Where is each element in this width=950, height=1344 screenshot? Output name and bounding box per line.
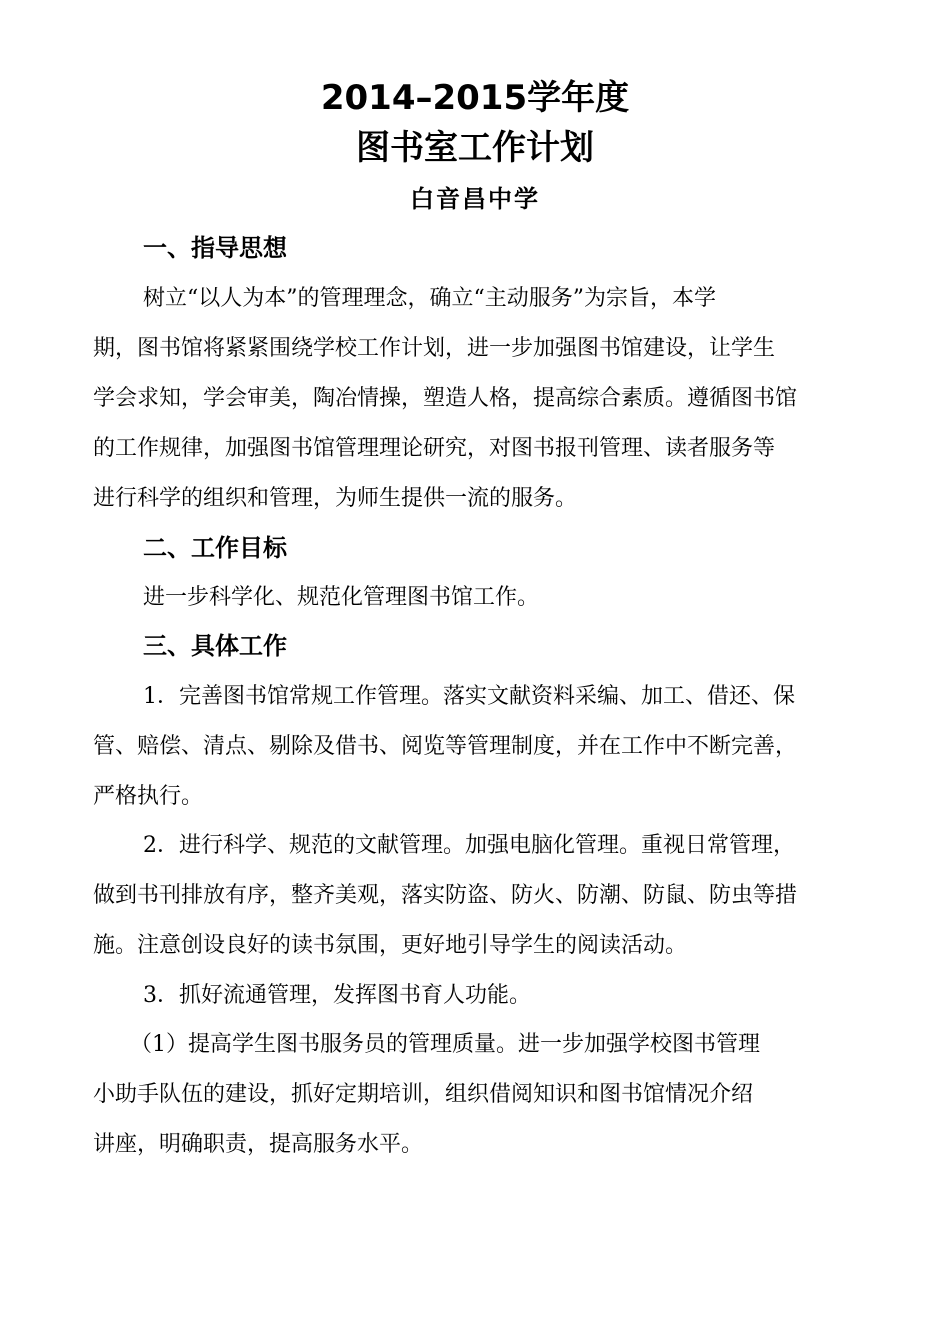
section-heading-goal: 二、工作目标 [143,534,287,562]
paragraph-line: 进一步科学化、规范化管理图书馆工作。 [143,585,540,610]
paragraph-line: 学会求知，学会审美，陶冶情操，塑造人格，提高综合素质。遵循图书馆 [93,386,798,411]
paragraph-line: 树立“以人为本”的管理理念，确立“主动服务”为宗旨，本学 [143,286,716,311]
work-item-3-line: 3．抓好流通管理，发挥图书育人功能。 [143,983,531,1008]
work-item-2-line: 施。注意创设良好的读书氛围，更好地引导学生的阅读活动。 [93,933,688,958]
section-heading-guiding: 一、指导思想 [143,234,287,262]
paragraph-line: 进行科学的组织和管理，为师生提供一流的服务。 [93,486,578,511]
paragraph-line: 的工作规律，加强图书馆管理理论研究，对图书报刊管理、读者服务等 [93,436,776,461]
work-item-3-sub-line: 小助手队伍的建设，抓好定期培训，组织借阅知识和图书馆情况介绍 [93,1082,754,1107]
document-title: 图书室工作计划 [356,128,594,168]
work-item-1-line: 管、赔偿、清点、剔除及借书、阅览等管理制度，并在工作中不断完善， [93,734,798,759]
work-item-3-sub-line: 讲座，明确职责，提高服务水平。 [93,1132,424,1157]
work-item-1-line: 1．完善图书馆常规工作管理。落实文献资料采编、加工、借还、保 [143,684,795,709]
work-item-3-sub-line: （1）提高学生图书服务员的管理质量。进一步加强学校图书管理 [130,1032,760,1057]
work-item-1-line: 严格执行。 [93,784,204,809]
school-name: 白音昌中学 [410,185,540,213]
paragraph-line: 期，图书馆将紧紧围绕学校工作计划，进一步加强图书馆建设，让学生 [93,336,776,361]
document-title-year: 2014–2015学年度 [320,78,630,118]
work-item-2-line: 2．进行科学、规范的文献管理。加强电脑化管理。重视日常管理， [143,833,795,858]
work-item-2-line: 做到书刊排放有序，整齐美观，落实防盗、防火、防潮、防鼠、防虫等措 [93,883,798,908]
section-heading-work: 三、具体工作 [143,632,287,660]
